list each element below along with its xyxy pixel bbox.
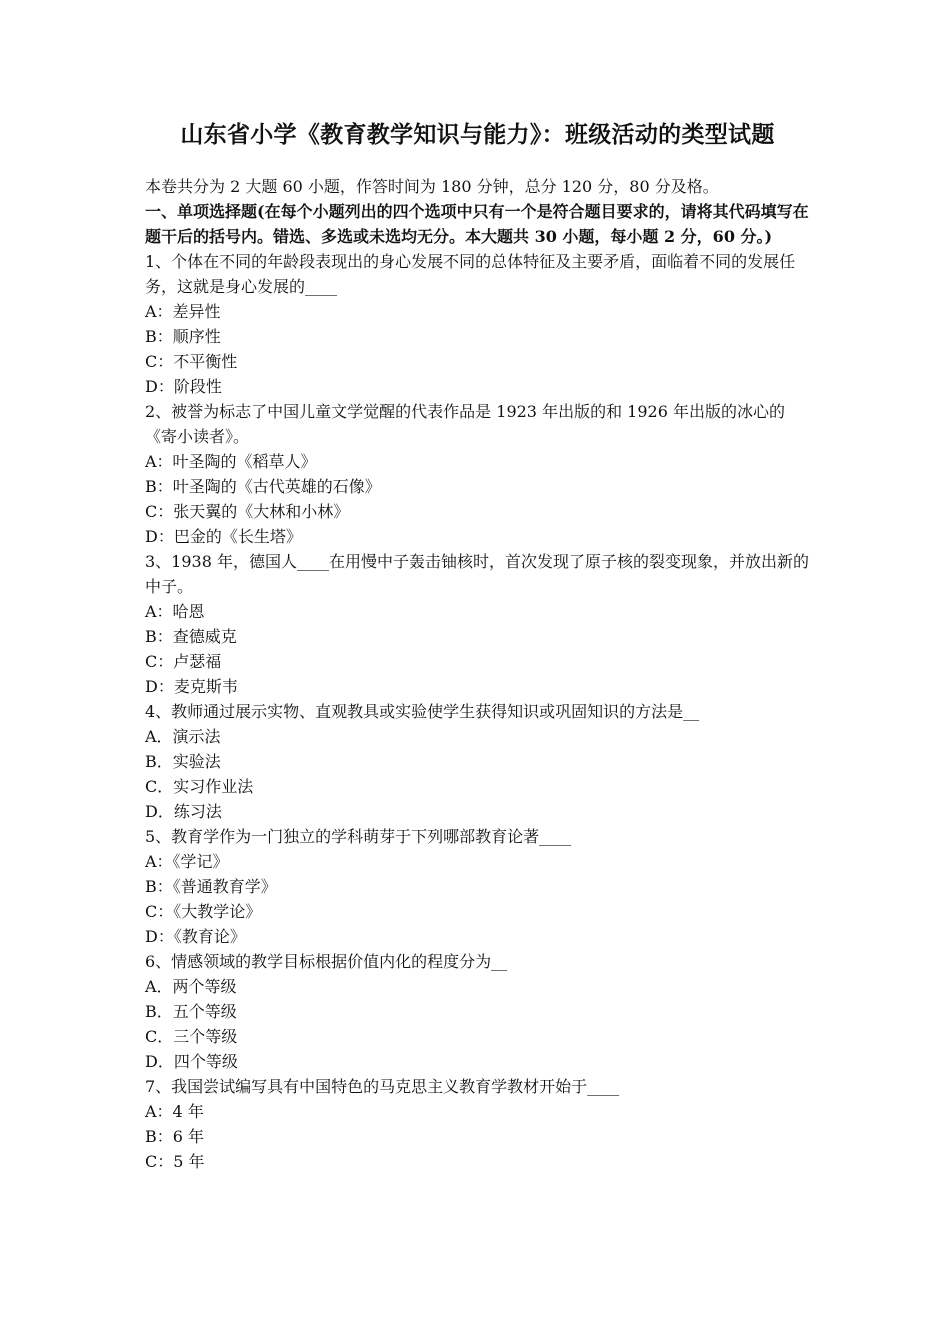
question-6-option-a: A．两个等级 xyxy=(145,977,237,996)
question-7-option-a: A：4 年 xyxy=(145,1102,204,1121)
question-6-option-d: D．四个等级 xyxy=(145,1052,238,1071)
document-page xyxy=(145,114,810,1174)
question-4-stem: 4、教师通过展示实物、直观教具或实验使学生获得知识或巩固知识的方法是__ xyxy=(145,702,700,721)
question-5-option-d: D：《教育论》 xyxy=(145,927,246,946)
question-7-option-c: C：5 年 xyxy=(145,1152,205,1171)
question-3-option-b: B：查德威克 xyxy=(145,627,237,646)
question-1-stem: 1、个体在不同的年龄段表现出的身心发展不同的总体特征及主要矛盾，面临着不同的发展任务，这就是身心发展的____ xyxy=(145,252,796,296)
question-2-option-c: C：张天翼的《大林和小林》 xyxy=(145,502,350,521)
question-5-stem: 5、教育学作为一门独立的学科萌芽于下列哪部教育论著____ xyxy=(145,827,572,846)
question-5-option-b: B：《普通教育学》 xyxy=(145,877,277,896)
question-4-option-a: A．演示法 xyxy=(145,727,221,746)
question-3-stem: 3、1938 年，德国人____在用慢中子轰击铀核时，首次发现了原子核的裂变现象，并放出新的中子。 xyxy=(145,552,809,596)
question-1-option-d: D：阶段性 xyxy=(145,377,222,396)
question-7-option-b: B：6 年 xyxy=(145,1127,205,1146)
question-6-option-b: B．五个等级 xyxy=(145,1002,237,1021)
document-title: 山东省小学《教育教学知识与能力》：班级活动的类型试题 xyxy=(180,121,775,148)
question-5-option-c: C：《大教学论》 xyxy=(145,902,262,921)
question-2-option-b: B：叶圣陶的《古代英雄的石像》 xyxy=(145,477,381,496)
exam-intro: 本卷共分为 2 大题 60 小题，作答时间为 180 分钟，总分 120 分，80 分及格。 xyxy=(145,177,719,196)
question-6-stem: 6、情感领域的教学目标根据价值内化的程度分为__ xyxy=(145,952,508,971)
question-1-option-c: C：不平衡性 xyxy=(145,352,238,371)
question-7-stem: 7、我国尝试编写具有中国特色的马克思主义教育学教材开始于____ xyxy=(145,1077,620,1096)
question-1-option-b: B：顺序性 xyxy=(145,327,221,346)
question-2-option-a: A：叶圣陶的《稻草人》 xyxy=(145,452,317,471)
question-3-option-c: C：卢瑟福 xyxy=(145,652,222,671)
question-4-option-d: D．练习法 xyxy=(145,802,222,821)
question-3-option-d: D：麦克斯韦 xyxy=(145,677,238,696)
question-6-option-c: C．三个等级 xyxy=(145,1027,238,1046)
section-heading: 一、单项选择题(在每个小题列出的四个选项中只有一个是符合题目要求的，请将其代码填写在题干后的括号内。错选、多选或未选均无分。本大题共 30 小题，每小题 2 分，60 分。) xyxy=(145,202,809,246)
question-2-stem: 2、被誉为标志了中国儿童文学觉醒的代表作品是 1923 年出版的和 1926 年出版的冰心的《寄小读者》。 xyxy=(145,402,785,446)
question-4-option-c: C．实习作业法 xyxy=(145,777,254,796)
question-3-option-a: A：哈恩 xyxy=(145,602,205,621)
question-1-option-a: A：差异性 xyxy=(145,302,221,321)
question-2-option-d: D：巴金的《长生塔》 xyxy=(145,527,302,546)
question-5-option-a: A：《学记》 xyxy=(145,852,229,871)
question-4-option-b: B．实验法 xyxy=(145,752,221,771)
